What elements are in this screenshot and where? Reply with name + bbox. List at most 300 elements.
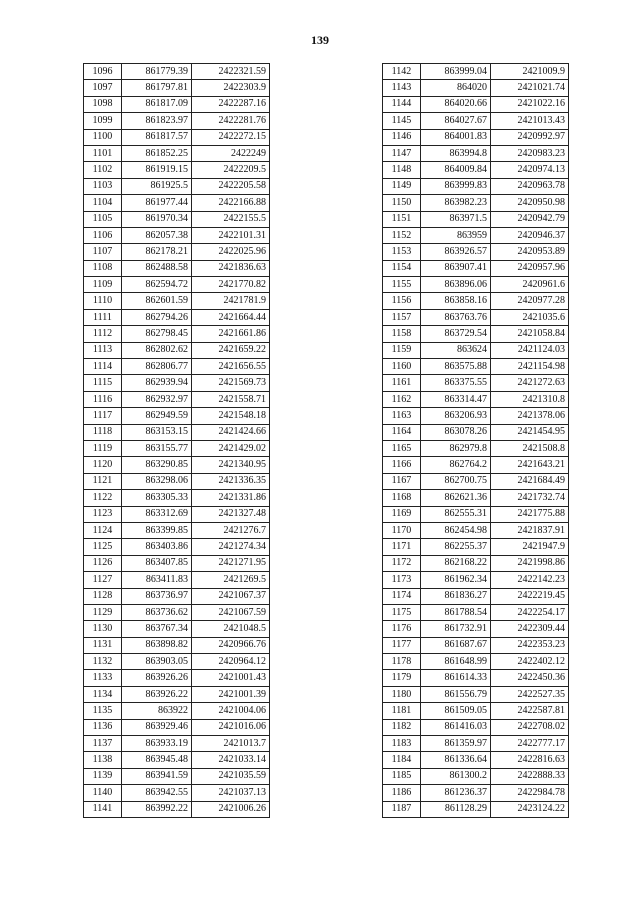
point-number-cell: 1167 [383, 473, 421, 489]
x-coordinate-cell: 862594.72 [122, 277, 192, 293]
table-row [84, 506, 270, 522]
table-row [84, 293, 270, 309]
x-coordinate-cell: 862700.75 [421, 473, 491, 489]
point-number-cell: 1112 [84, 326, 122, 342]
y-coordinate-cell: 2423124.22 [491, 801, 569, 817]
point-number-cell: 1183 [383, 736, 421, 752]
table-row [383, 801, 569, 817]
table-row [383, 637, 569, 653]
x-coordinate-cell: 863078.26 [421, 424, 491, 440]
y-coordinate-cell: 2420963.78 [491, 178, 569, 194]
y-coordinate-cell: 2422209.5 [192, 162, 270, 178]
point-number-cell: 1151 [383, 211, 421, 227]
page-number: 139 [311, 33, 329, 47]
table-row [383, 473, 569, 489]
point-number-cell: 1165 [383, 440, 421, 456]
y-coordinate-cell: 2421067.59 [192, 604, 270, 620]
point-number-cell: 1130 [84, 621, 122, 637]
table-row [84, 80, 270, 96]
point-number-cell: 1142 [383, 64, 421, 80]
x-coordinate-cell: 861788.54 [421, 604, 491, 620]
point-number-cell: 1135 [84, 703, 122, 719]
point-number-cell: 1149 [383, 178, 421, 194]
table-row [383, 375, 569, 391]
y-coordinate-cell: 2421058.84 [491, 326, 569, 342]
y-coordinate-cell: 2421272.63 [491, 375, 569, 391]
x-coordinate-cell: 861823.97 [122, 113, 192, 129]
x-coordinate-cell: 862601.59 [122, 293, 192, 309]
point-number-cell: 1105 [84, 211, 122, 227]
y-coordinate-cell: 2422219.45 [491, 588, 569, 604]
point-number-cell: 1137 [84, 736, 122, 752]
table-row [383, 293, 569, 309]
point-number-cell: 1118 [84, 424, 122, 440]
x-coordinate-cell: 863992.22 [122, 801, 192, 817]
x-coordinate-cell: 861797.81 [122, 80, 192, 96]
coordinates-table-right [382, 63, 569, 818]
x-coordinate-cell: 862939.94 [122, 375, 192, 391]
y-coordinate-cell: 2421661.86 [192, 326, 270, 342]
y-coordinate-cell: 2421269.5 [192, 572, 270, 588]
table-row [383, 309, 569, 325]
x-coordinate-cell: 863411.83 [122, 572, 192, 588]
point-number-cell: 1102 [84, 162, 122, 178]
y-coordinate-cell: 2421006.26 [192, 801, 270, 817]
y-coordinate-cell: 2421732.74 [491, 490, 569, 506]
y-coordinate-cell: 2421684.49 [491, 473, 569, 489]
table-row [84, 686, 270, 702]
y-coordinate-cell: 2420974.13 [491, 162, 569, 178]
table-row [383, 703, 569, 719]
y-coordinate-cell: 2420964.12 [192, 654, 270, 670]
x-coordinate-cell: 863153.15 [122, 424, 192, 440]
y-coordinate-cell: 2422166.88 [192, 195, 270, 211]
point-number-cell: 1124 [84, 522, 122, 538]
point-number-cell: 1175 [383, 604, 421, 620]
table-row [383, 342, 569, 358]
table-row [84, 391, 270, 407]
point-number-cell: 1146 [383, 129, 421, 145]
x-coordinate-cell: 864020.66 [421, 96, 491, 112]
table-row [383, 752, 569, 768]
table-row [383, 145, 569, 161]
x-coordinate-cell: 861817.57 [122, 129, 192, 145]
point-number-cell: 1128 [84, 588, 122, 604]
x-coordinate-cell: 862168.22 [421, 555, 491, 571]
table-row [84, 440, 270, 456]
x-coordinate-cell: 863959 [421, 227, 491, 243]
x-coordinate-cell: 861817.09 [122, 96, 192, 112]
point-number-cell: 1172 [383, 555, 421, 571]
y-coordinate-cell: 2420942.79 [491, 211, 569, 227]
point-number-cell: 1129 [84, 604, 122, 620]
coordinates-table-body [84, 64, 270, 818]
y-coordinate-cell: 2421021.74 [491, 80, 569, 96]
y-coordinate-cell: 2421775.88 [491, 506, 569, 522]
x-coordinate-cell: 863767.34 [122, 621, 192, 637]
table-row [84, 244, 270, 260]
x-coordinate-cell: 861687.67 [421, 637, 491, 653]
point-number-cell: 1155 [383, 277, 421, 293]
table-row [383, 522, 569, 538]
point-number-cell: 1133 [84, 670, 122, 686]
table-row [84, 113, 270, 129]
table-row [84, 277, 270, 293]
y-coordinate-cell: 2421947.9 [491, 539, 569, 555]
y-coordinate-cell: 2421331.86 [192, 490, 270, 506]
y-coordinate-cell: 2420950.98 [491, 195, 569, 211]
table-row [383, 686, 569, 702]
table-row [84, 670, 270, 686]
table-row [383, 244, 569, 260]
y-coordinate-cell: 2421276.7 [192, 522, 270, 538]
y-coordinate-cell: 2421022.16 [491, 96, 569, 112]
x-coordinate-cell: 861416.03 [421, 719, 491, 735]
table-row [84, 195, 270, 211]
x-coordinate-cell: 863290.85 [122, 457, 192, 473]
table-row [383, 785, 569, 801]
x-coordinate-cell: 863624 [421, 342, 491, 358]
point-number-cell: 1179 [383, 670, 421, 686]
x-coordinate-cell: 863926.22 [122, 686, 192, 702]
x-coordinate-cell: 861300.2 [421, 768, 491, 784]
table-row [383, 424, 569, 440]
x-coordinate-cell: 861359.97 [421, 736, 491, 752]
table-row [84, 555, 270, 571]
x-coordinate-cell: 861509.05 [421, 703, 491, 719]
x-coordinate-cell: 863206.93 [421, 408, 491, 424]
point-number-cell: 1177 [383, 637, 421, 653]
point-number-cell: 1100 [84, 129, 122, 145]
x-coordinate-cell: 863399.85 [122, 522, 192, 538]
point-number-cell: 1174 [383, 588, 421, 604]
table-row [84, 654, 270, 670]
table-row [84, 736, 270, 752]
point-number-cell: 1181 [383, 703, 421, 719]
table-row [383, 96, 569, 112]
point-number-cell: 1145 [383, 113, 421, 129]
y-coordinate-cell: 2422287.16 [192, 96, 270, 112]
point-number-cell: 1120 [84, 457, 122, 473]
table-row [383, 277, 569, 293]
x-coordinate-cell: 863929.46 [122, 719, 192, 735]
point-number-cell: 1109 [84, 277, 122, 293]
y-coordinate-cell: 2422272.15 [192, 129, 270, 145]
point-number-cell: 1164 [383, 424, 421, 440]
x-coordinate-cell: 863982.23 [421, 195, 491, 211]
table-row [84, 457, 270, 473]
x-coordinate-cell: 863896.06 [421, 277, 491, 293]
x-coordinate-cell: 864009.84 [421, 162, 491, 178]
x-coordinate-cell: 861970.34 [122, 211, 192, 227]
y-coordinate-cell: 2421659.22 [192, 342, 270, 358]
table-row [84, 96, 270, 112]
y-coordinate-cell: 2422888.33 [491, 768, 569, 784]
y-coordinate-cell: 2421033.14 [192, 752, 270, 768]
coordinates-table-left [83, 63, 270, 818]
table-row [84, 637, 270, 653]
x-coordinate-cell: 863945.48 [122, 752, 192, 768]
x-coordinate-cell: 863403.86 [122, 539, 192, 555]
table-row [383, 572, 569, 588]
y-coordinate-cell: 2422205.58 [192, 178, 270, 194]
x-coordinate-cell: 863314.47 [421, 391, 491, 407]
point-number-cell: 1152 [383, 227, 421, 243]
x-coordinate-cell: 862802.62 [122, 342, 192, 358]
table-row [84, 752, 270, 768]
table-row [383, 113, 569, 129]
table-row [84, 211, 270, 227]
point-number-cell: 1169 [383, 506, 421, 522]
y-coordinate-cell: 2422303.9 [192, 80, 270, 96]
x-coordinate-cell: 861236.37 [421, 785, 491, 801]
y-coordinate-cell: 2421429.02 [192, 440, 270, 456]
x-coordinate-cell: 861336.64 [421, 752, 491, 768]
point-number-cell: 1136 [84, 719, 122, 735]
y-coordinate-cell: 2421998.86 [491, 555, 569, 571]
table-row [383, 440, 569, 456]
x-coordinate-cell: 861779.39 [122, 64, 192, 80]
x-coordinate-cell: 863155.77 [122, 440, 192, 456]
table-row [84, 785, 270, 801]
x-coordinate-cell: 863941.59 [122, 768, 192, 784]
x-coordinate-cell: 861836.27 [421, 588, 491, 604]
table-row [84, 309, 270, 325]
point-number-cell: 1108 [84, 260, 122, 276]
table-row [383, 604, 569, 620]
y-coordinate-cell: 2422101.31 [192, 227, 270, 243]
x-coordinate-cell: 862806.77 [122, 359, 192, 375]
x-coordinate-cell: 861977.44 [122, 195, 192, 211]
point-number-cell: 1122 [84, 490, 122, 506]
table-row [383, 588, 569, 604]
y-coordinate-cell: 2421336.35 [192, 473, 270, 489]
table-row [84, 375, 270, 391]
table-row [84, 768, 270, 784]
table-row [84, 408, 270, 424]
point-number-cell: 1104 [84, 195, 122, 211]
point-number-cell: 1154 [383, 260, 421, 276]
table-row [383, 457, 569, 473]
y-coordinate-cell: 2421508.8 [491, 440, 569, 456]
y-coordinate-cell: 2421836.63 [192, 260, 270, 276]
x-coordinate-cell: 863994.8 [421, 145, 491, 161]
y-coordinate-cell: 2421656.55 [192, 359, 270, 375]
point-number-cell: 1107 [84, 244, 122, 260]
x-coordinate-cell: 863375.55 [421, 375, 491, 391]
x-coordinate-cell: 863729.54 [421, 326, 491, 342]
x-coordinate-cell: 861614.33 [421, 670, 491, 686]
point-number-cell: 1117 [84, 408, 122, 424]
x-coordinate-cell: 862488.58 [122, 260, 192, 276]
y-coordinate-cell: 2421327.48 [192, 506, 270, 522]
x-coordinate-cell: 863933.19 [122, 736, 192, 752]
y-coordinate-cell: 2421037.13 [192, 785, 270, 801]
x-coordinate-cell: 863922 [122, 703, 192, 719]
point-number-cell: 1143 [383, 80, 421, 96]
table-row [383, 719, 569, 735]
point-number-cell: 1153 [383, 244, 421, 260]
table-row [383, 391, 569, 407]
point-number-cell: 1116 [84, 391, 122, 407]
table-row [383, 555, 569, 571]
y-coordinate-cell: 2421013.7 [192, 736, 270, 752]
point-number-cell: 1113 [84, 342, 122, 358]
point-number-cell: 1156 [383, 293, 421, 309]
table-row [383, 211, 569, 227]
y-coordinate-cell: 2422816.63 [491, 752, 569, 768]
x-coordinate-cell: 862255.37 [421, 539, 491, 555]
y-coordinate-cell: 2421035.6 [491, 309, 569, 325]
x-coordinate-cell: 861732.91 [421, 621, 491, 637]
point-number-cell: 1163 [383, 408, 421, 424]
point-number-cell: 1121 [84, 473, 122, 489]
y-coordinate-cell: 2421378.06 [491, 408, 569, 424]
table-row [383, 359, 569, 375]
table-row [84, 359, 270, 375]
point-number-cell: 1123 [84, 506, 122, 522]
x-coordinate-cell: 863999.83 [421, 178, 491, 194]
table-row [383, 490, 569, 506]
table-row [84, 145, 270, 161]
point-number-cell: 1157 [383, 309, 421, 325]
point-number-cell: 1131 [84, 637, 122, 653]
x-coordinate-cell: 861556.79 [421, 686, 491, 702]
y-coordinate-cell: 2421274.34 [192, 539, 270, 555]
table-row [383, 260, 569, 276]
x-coordinate-cell: 863575.88 [421, 359, 491, 375]
y-coordinate-cell: 2421643.21 [491, 457, 569, 473]
y-coordinate-cell: 2422254.17 [491, 604, 569, 620]
x-coordinate-cell: 863926.26 [122, 670, 192, 686]
point-number-cell: 1132 [84, 654, 122, 670]
x-coordinate-cell: 863971.5 [421, 211, 491, 227]
point-number-cell: 1134 [84, 686, 122, 702]
x-coordinate-cell: 863858.16 [421, 293, 491, 309]
table-row [84, 178, 270, 194]
y-coordinate-cell: 2421569.73 [192, 375, 270, 391]
y-coordinate-cell: 2421548.18 [192, 408, 270, 424]
y-coordinate-cell: 2422402.12 [491, 654, 569, 670]
y-coordinate-cell: 2420961.6 [491, 277, 569, 293]
y-coordinate-cell: 2421016.06 [192, 719, 270, 735]
y-coordinate-cell: 2422249 [192, 145, 270, 161]
point-number-cell: 1127 [84, 572, 122, 588]
x-coordinate-cell: 863926.57 [421, 244, 491, 260]
table-row [84, 162, 270, 178]
point-number-cell: 1166 [383, 457, 421, 473]
x-coordinate-cell: 863407.85 [122, 555, 192, 571]
y-coordinate-cell: 2422527.35 [491, 686, 569, 702]
point-number-cell: 1180 [383, 686, 421, 702]
x-coordinate-cell: 861128.29 [421, 801, 491, 817]
y-coordinate-cell: 2422708.02 [491, 719, 569, 735]
table-row [383, 539, 569, 555]
y-coordinate-cell: 2420983.23 [491, 145, 569, 161]
point-number-cell: 1097 [84, 80, 122, 96]
table-row [383, 195, 569, 211]
point-number-cell: 1148 [383, 162, 421, 178]
y-coordinate-cell: 2420992.97 [491, 129, 569, 145]
point-number-cell: 1141 [84, 801, 122, 817]
table-row [383, 162, 569, 178]
point-number-cell: 1125 [84, 539, 122, 555]
y-coordinate-cell: 2422587.81 [491, 703, 569, 719]
point-number-cell: 1144 [383, 96, 421, 112]
y-coordinate-cell: 2421001.39 [192, 686, 270, 702]
table-row [383, 621, 569, 637]
x-coordinate-cell: 864001.83 [421, 129, 491, 145]
x-coordinate-cell: 862794.26 [122, 309, 192, 325]
point-number-cell: 1138 [84, 752, 122, 768]
y-coordinate-cell: 2422984.78 [491, 785, 569, 801]
x-coordinate-cell: 862621.36 [421, 490, 491, 506]
y-coordinate-cell: 2422281.76 [192, 113, 270, 129]
x-coordinate-cell: 861962.34 [421, 572, 491, 588]
x-coordinate-cell: 863999.04 [421, 64, 491, 80]
table-row [84, 539, 270, 555]
table-row [84, 719, 270, 735]
y-coordinate-cell: 2422025.96 [192, 244, 270, 260]
table-row [84, 621, 270, 637]
table-row [84, 588, 270, 604]
y-coordinate-cell: 2421310.8 [491, 391, 569, 407]
point-number-cell: 1111 [84, 309, 122, 325]
table-row [84, 522, 270, 538]
y-coordinate-cell: 2421781.9 [192, 293, 270, 309]
table-row [84, 260, 270, 276]
table-row [383, 408, 569, 424]
y-coordinate-cell: 2421009.9 [491, 64, 569, 80]
y-coordinate-cell: 2421340.95 [192, 457, 270, 473]
coordinates-table-body [383, 64, 569, 818]
point-number-cell: 1140 [84, 785, 122, 801]
x-coordinate-cell: 863903.05 [122, 654, 192, 670]
table-row [383, 506, 569, 522]
table-row [84, 342, 270, 358]
x-coordinate-cell: 862454.98 [421, 522, 491, 538]
table-row [84, 703, 270, 719]
point-number-cell: 1160 [383, 359, 421, 375]
table-row [84, 129, 270, 145]
point-number-cell: 1101 [84, 145, 122, 161]
x-coordinate-cell: 863736.62 [122, 604, 192, 620]
x-coordinate-cell: 863312.69 [122, 506, 192, 522]
y-coordinate-cell: 2420977.28 [491, 293, 569, 309]
y-coordinate-cell: 2421048.5 [192, 621, 270, 637]
point-number-cell: 1114 [84, 359, 122, 375]
point-number-cell: 1168 [383, 490, 421, 506]
table-row [84, 473, 270, 489]
point-number-cell: 1182 [383, 719, 421, 735]
point-number-cell: 1173 [383, 572, 421, 588]
y-coordinate-cell: 2421124.03 [491, 342, 569, 358]
point-number-cell: 1115 [84, 375, 122, 391]
table-row [84, 326, 270, 342]
x-coordinate-cell: 864020 [421, 80, 491, 96]
y-coordinate-cell: 2420946.37 [491, 227, 569, 243]
y-coordinate-cell: 2421035.59 [192, 768, 270, 784]
x-coordinate-cell: 863305.33 [122, 490, 192, 506]
point-number-cell: 1119 [84, 440, 122, 456]
table-row [84, 490, 270, 506]
x-coordinate-cell: 862932.97 [122, 391, 192, 407]
y-coordinate-cell: 2421067.37 [192, 588, 270, 604]
table-row [383, 178, 569, 194]
x-coordinate-cell: 861919.15 [122, 162, 192, 178]
table-row [84, 424, 270, 440]
point-number-cell: 1178 [383, 654, 421, 670]
